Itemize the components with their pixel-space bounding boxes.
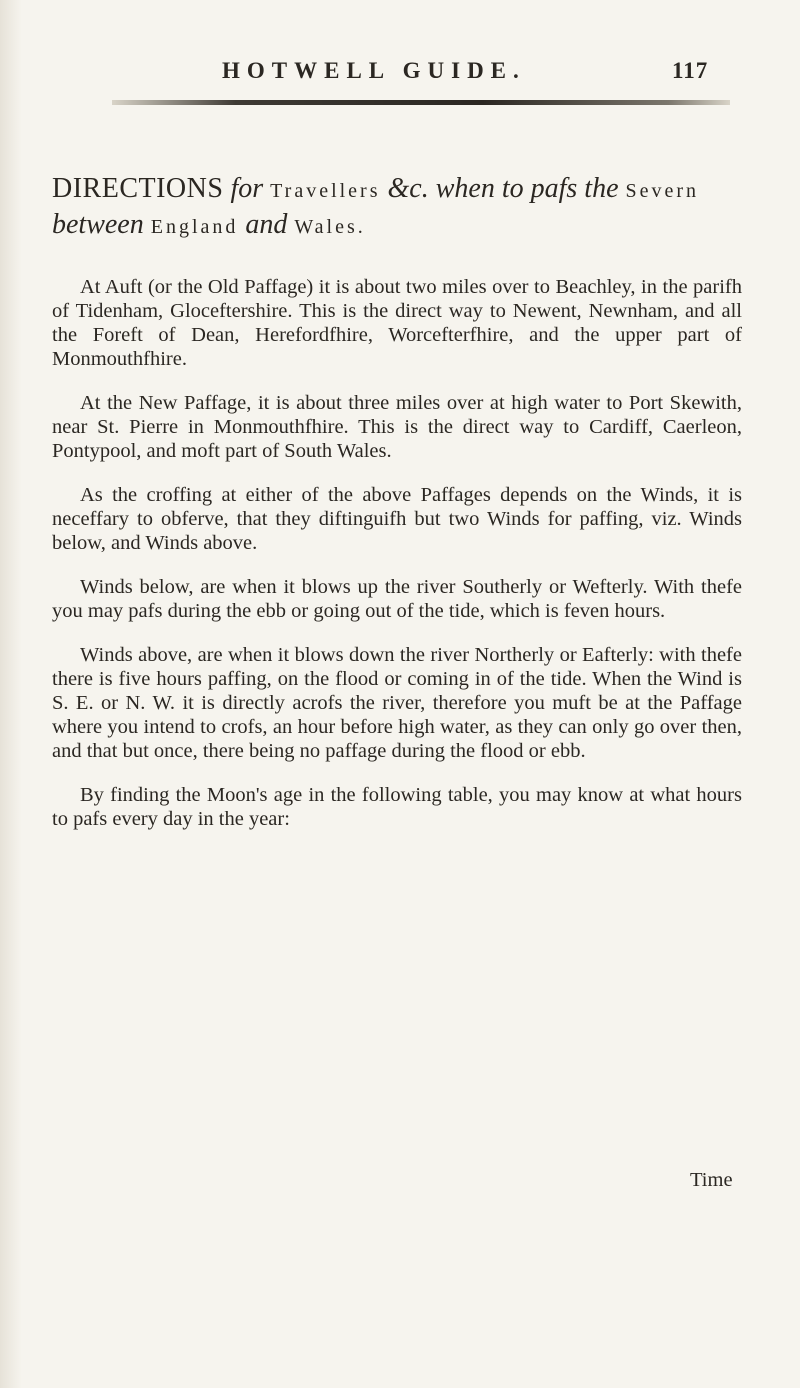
heading-england: England [150, 216, 239, 238]
paragraph-winds-below: Winds below, are when it blows up the river Southerly or Wefterly. With thefe you may pafs during the ebb or going out of the tide, which is feven hours. [52, 576, 742, 622]
paragraph-old-passage: At Auft (or the Old Paffage) it is about two miles over to Beachley, in the parifh of Tidenham, Gloceftershire. This is the direct way to Newent, Newnham, and all the Foreft of Dean, Herefordfhire, Worcefterfhire, and the upper part of Monmouthfhire. [52, 276, 742, 370]
body-text [52, 275, 742, 851]
paragraph-winds-above: Winds above, are when it blows down the river Northerly or Eafterly: with thefe there is five hours paffing, on the flood or coming in of the tide. When the Wind is S. E. or N. W. it is directly acrofs the river, therefore you muft be at the Paffage where you intend to crofs, an hour before high water, as they can only go over then, and that but once, there being no paffage during the flood or ebb. [52, 644, 742, 762]
heading-directions: DIRECTIONS [52, 173, 224, 204]
heading-severn: Severn [625, 180, 700, 202]
paragraph-winds-intro: As the croffing at either of the above Paffages depends on the Winds, it is neceffary to obferve, that they diftinguifh but two Winds for paffing, viz. Winds below, and Winds above. [52, 484, 742, 554]
section-heading [52, 172, 742, 244]
heading-etc: &c. [387, 173, 429, 204]
page-gutter [0, 0, 22, 1388]
heading-between: between [52, 209, 144, 240]
paragraph-new-passage: At the New Paffage, it is about three miles over at high water to Port Skewith, near St. Pierre in Monmouthfhire. This is the direct way to Cardiff, Caerleon, Pontypool, and moft part of South Wales. [52, 392, 742, 462]
heading-and: and [245, 209, 288, 240]
heading-for: for [230, 173, 264, 204]
header-rule [112, 100, 730, 105]
running-head [0, 58, 800, 94]
catchword: Time [690, 1169, 733, 1191]
heading-when: when to pafs the [435, 173, 619, 204]
paragraph-moon-table: By finding the Moon's age in the following table, you may know at what hours to pafs every day in the year: [52, 784, 742, 830]
running-head-title: HOTWELL GUIDE. [222, 58, 526, 83]
heading-travellers: Travellers [270, 180, 381, 202]
heading-wales: Wales. [294, 216, 366, 238]
page-number: 117 [672, 58, 709, 83]
